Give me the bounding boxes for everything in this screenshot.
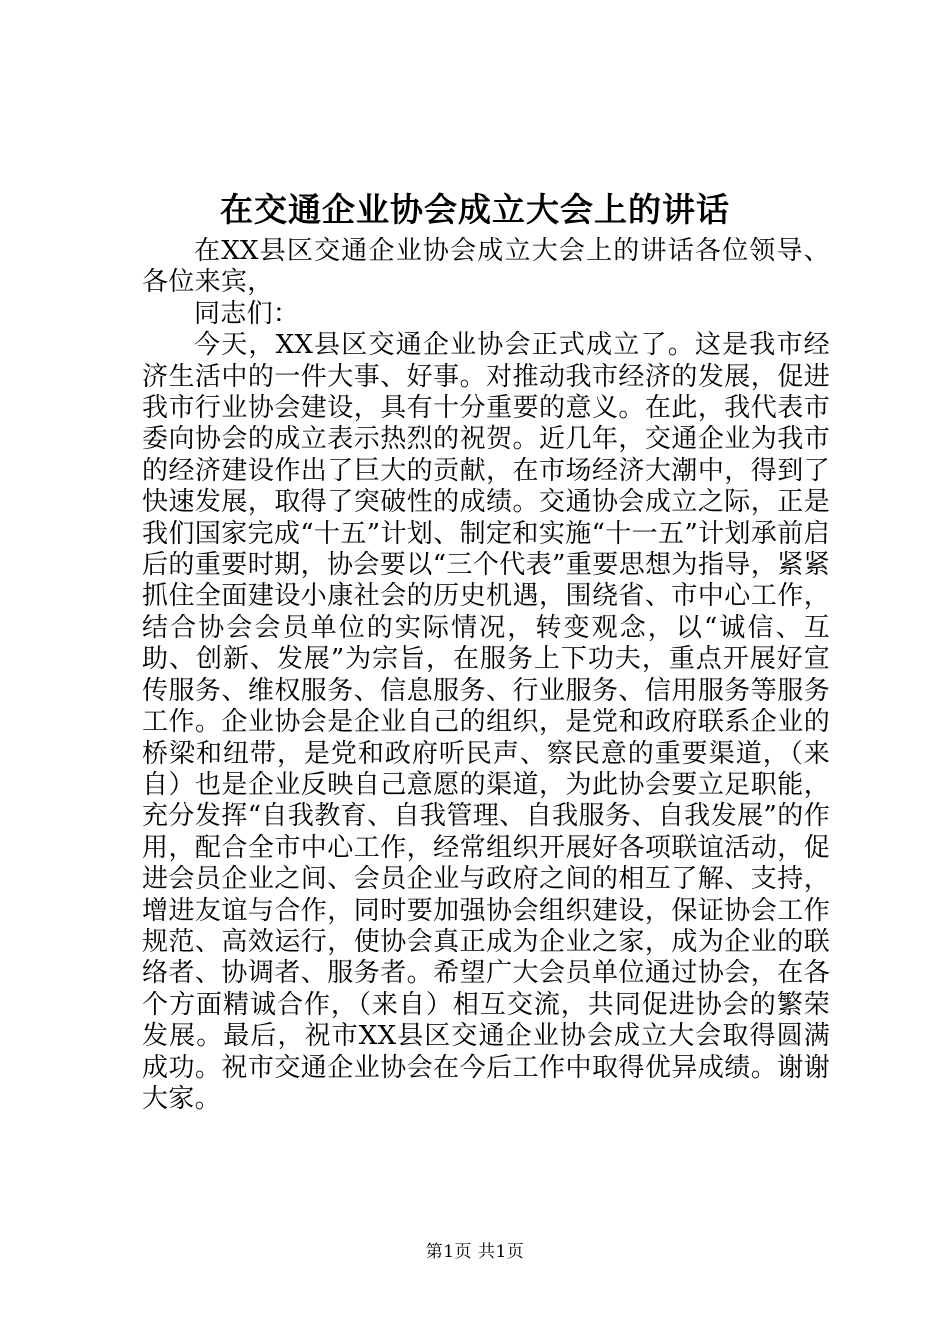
document-body xyxy=(142,236,830,1115)
page-number-footer: 第1页 共1页 xyxy=(425,1242,525,1262)
paragraph-main: 今天，XX县区交通企业协会正式成立了。这是我市经济生活中的一件大事、好事。对推动我市经济的发展，促进我市行业协会建设，具有十分重要的意义。在此，我代表市委向协会的成立表示热烈的祝贺。近几年，交通企业为我市的经济建设作出了巨大的贡献，在市场经济大潮中，得到了快速发展，取得了突破性的成绩。交通协会成立之际，正是我们国家完成“十五”计划、制定和实施“十一五”计划承前启后的重要时期，协会要以“三个代表”重要思想为指导，紧紧抓住全面建设小康社会的历史机遇，围绕省、市中心工作，结合协会会员单位的实际情况，转变观念，以“诚信、互助、创新、发展”为宗旨，在服务上下功夫，重点开展好宣传服务、维权服务、信息服务、行业服务、信用服务等服务工作。企业协会是企业自己的组织，是党和政府联系企业的桥梁和纽带，是党和政府听民声、察民意的重要渠道，（来自）也是企业反映自己意愿的渠道，为此协会要立足职能，充分发挥“自我教育、自我管理、自我服务、自我发展”的作用，配合全市中心工作，经常组织开展好各项联谊活动，促进会员企业之间、会员企业与政府之间的相互了解、支持，增进友谊与合作，同时要加强协会组织建设，保证协会工作规范、高效运行，使协会真正成为企业之家，成为企业的联络者、协调者、服务者。希望广大会员单位通过协会，在各个方面精诚合作，（来自）相互交流，共同促进协会的繁荣发展。最后，祝市XX县区交通企业协会成立大会取得圆满成功。祝市交通企业协会在今后工作中取得优异成绩。谢谢大家。 xyxy=(142,330,830,1114)
paragraph-greeting: 在XX县区交通企业协会成立大会上的讲话各位领导、各位来宾， xyxy=(142,236,830,298)
paragraph-salutation: 同志们： xyxy=(194,298,300,329)
document-title: 在交通企业协会成立大会上的讲话 xyxy=(220,190,730,229)
